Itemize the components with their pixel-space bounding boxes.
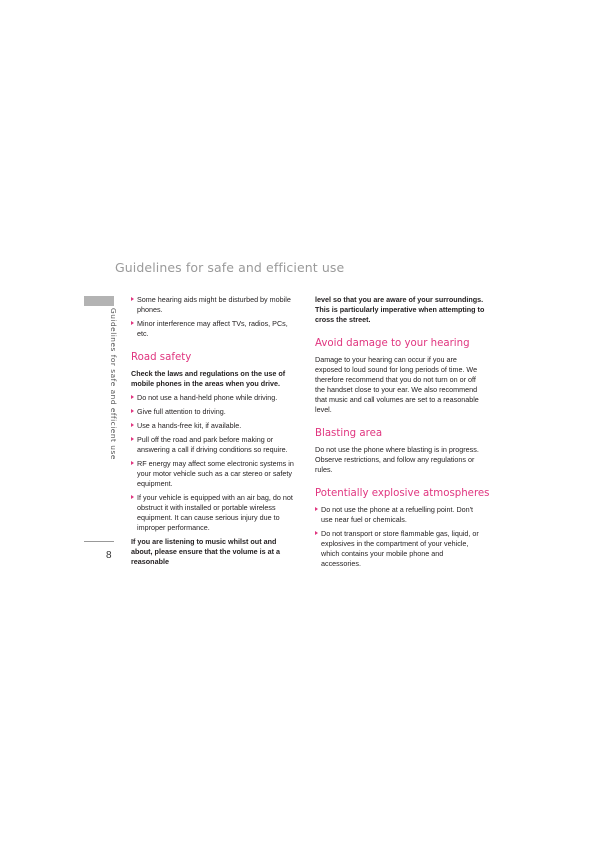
list-item-text: Do not use a hand-held phone while driving. — [137, 393, 278, 402]
list-item — [131, 493, 299, 533]
side-section-label: Guidelines for safe and efficient use — [109, 308, 118, 460]
blasting-paragraph: Do not use the phone where blasting is in progress. Observe restrictions, and follow any regulations or rules. — [315, 445, 479, 474]
list-item — [131, 421, 299, 431]
list-item-text: Pull off the road and park before making or answering a call if driving conditions so require. — [137, 435, 288, 454]
triangle-bullet-icon — [131, 297, 134, 301]
triangle-bullet-icon — [131, 395, 134, 399]
list-item — [131, 459, 299, 489]
triangle-bullet-icon — [315, 531, 318, 535]
list-item-text: If your vehicle is equipped with an air bag, do not obstruct it with installed or portable wireless equipment. It can cause serious injury due to improper performance. — [137, 493, 293, 532]
list-item-text: Do not use the phone at a refuelling point. Don't use near fuel or chemicals. — [321, 505, 474, 524]
list-item-text: Some hearing aids might be disturbed by mobile phones. — [137, 295, 291, 314]
list-item — [131, 435, 299, 455]
list-item-text: Use a hands-free kit, if available. — [137, 421, 242, 430]
triangle-bullet-icon — [131, 321, 134, 325]
triangle-bullet-icon — [131, 437, 134, 441]
page-number-divider — [84, 541, 114, 542]
section-heading-blasting: Blasting area — [315, 428, 383, 439]
section-tab-marker — [84, 296, 114, 306]
page-title: Guidelines for safe and efficient use — [115, 260, 345, 275]
list-item-text: RF energy may affect some electronic systems in your motor vehicle such as a car stereo or safety equipment. — [137, 459, 294, 488]
list-item — [131, 393, 299, 403]
hearing-paragraph: Damage to your hearing can occur if you are exposed to loud sound for long periods of time. We therefore recommend that you do not turn on or off the handset close to your ear. We also recommend that music and call volumes are set to a reasonable level. — [315, 355, 479, 414]
list-item — [131, 319, 299, 339]
music-volume-note-start: If you are listening to music whilst out and about, please ensure that the volume is at a reasonable — [131, 537, 280, 566]
road-safety-lead: Check the laws and regulations on the use of mobile phones in the areas when you drive. — [131, 369, 286, 388]
list-item — [131, 407, 299, 417]
list-item — [315, 505, 485, 525]
left-column — [131, 295, 299, 571]
list-item-text: Give full attention to driving. — [137, 407, 226, 416]
triangle-bullet-icon — [315, 507, 318, 511]
section-heading-hearing: Avoid damage to your hearing — [315, 338, 470, 349]
triangle-bullet-icon — [131, 409, 134, 413]
triangle-bullet-icon — [131, 423, 134, 427]
triangle-bullet-icon — [131, 461, 134, 465]
triangle-bullet-icon — [131, 495, 134, 499]
page-number: 8 — [106, 550, 112, 561]
list-item — [315, 529, 485, 569]
list-item — [131, 295, 299, 315]
section-heading-explosive: Potentially explosive atmospheres — [315, 488, 490, 499]
list-item-text: Do not transport or store flammable gas, liquid, or explosives in the compartment of your vehicle, which contains your mobile phone and accessories. — [321, 529, 479, 568]
right-column — [315, 295, 490, 573]
list-item-text: Minor interference may affect TVs, radios, PCs, etc. — [137, 319, 288, 338]
section-heading-road-safety: Road safety — [131, 352, 192, 363]
music-volume-note-end: level so that you are aware of your surroundings. This is particularly imperative when attempting to cross the street. — [315, 295, 485, 324]
